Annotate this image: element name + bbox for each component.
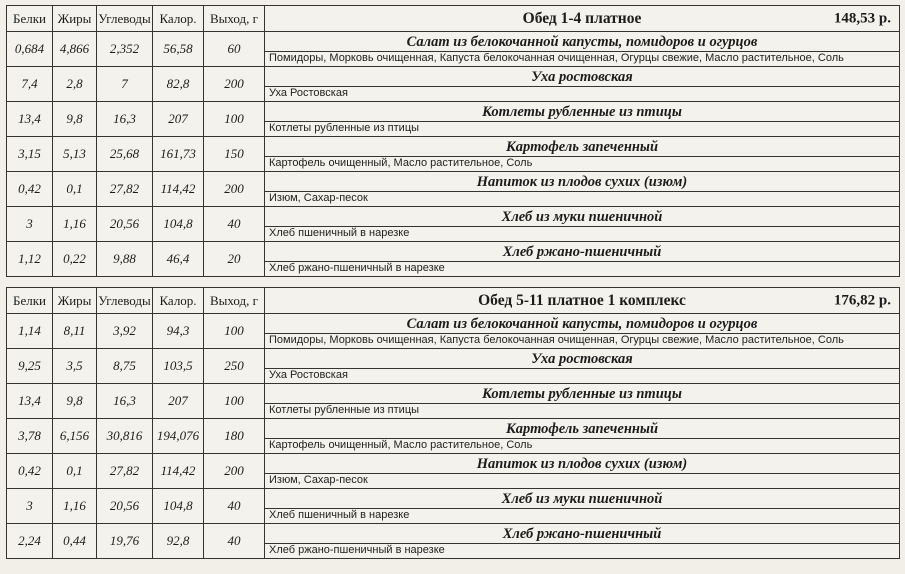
dish-name-row — [7, 67, 900, 87]
calories-value: 207 — [153, 102, 204, 137]
dish-ingredients: Изюм, Сахар-песок — [265, 192, 900, 207]
calories-value: 104,8 — [153, 207, 204, 242]
calories-value: 161,73 — [153, 137, 204, 172]
protein-value: 2,24 — [7, 524, 53, 559]
protein-value: 3 — [7, 489, 53, 524]
weight-value: 200 — [204, 67, 265, 102]
protein-value: 13,4 — [7, 102, 53, 137]
dish-ingredients: Хлеб ржано-пшеничный в нарезке — [265, 544, 900, 559]
dish-name-row — [7, 242, 900, 262]
column-header-fat: Жиры — [53, 288, 97, 314]
calories-value: 92,8 — [153, 524, 204, 559]
protein-value: 3,15 — [7, 137, 53, 172]
table-title-cell — [265, 288, 900, 314]
fat-value: 1,16 — [53, 489, 97, 524]
weight-value: 200 — [204, 454, 265, 489]
dish-ingredients: Хлеб ржано-пшеничный в нарезке — [265, 262, 900, 277]
carbs-value: 27,82 — [97, 454, 153, 489]
weight-value: 100 — [204, 314, 265, 349]
dish-ingredients: Котлеты рубленные из птицы — [265, 404, 900, 419]
carbs-value: 16,3 — [97, 384, 153, 419]
dish-name-row — [7, 349, 900, 369]
column-header-protein: Белки — [7, 6, 53, 32]
menu-table-lunch-1-4 — [6, 5, 900, 277]
weight-value: 100 — [204, 102, 265, 137]
fat-value: 0,22 — [53, 242, 97, 277]
dish-name: Хлеб ржано-пшеничный — [265, 524, 900, 544]
dish-ingredients: Уха Ростовская — [265, 369, 900, 384]
dish-ingredients: Котлеты рубленные из птицы — [265, 122, 900, 137]
fat-value: 9,8 — [53, 384, 97, 419]
column-header-fat: Жиры — [53, 6, 97, 32]
dish-name: Хлеб ржано-пшеничный — [265, 242, 900, 262]
weight-value: 60 — [204, 32, 265, 67]
dish-ingredients: Помидоры, Морковь очищенная, Капуста белокочанная очищенная, Огурцы свежие, Масло растительное, Соль — [265, 334, 900, 349]
dish-ingredients: Изюм, Сахар-песок — [265, 474, 900, 489]
dish-name-row — [7, 419, 900, 439]
protein-value: 0,42 — [7, 172, 53, 207]
fat-value: 4,866 — [53, 32, 97, 67]
calories-value: 114,42 — [153, 172, 204, 207]
protein-value: 3,78 — [7, 419, 53, 454]
carbs-value: 2,352 — [97, 32, 153, 67]
calories-value: 207 — [153, 384, 204, 419]
fat-value: 6,156 — [53, 419, 97, 454]
dish-name: Хлеб из муки пшеничной — [265, 207, 900, 227]
carbs-value: 20,56 — [97, 207, 153, 242]
protein-value: 13,4 — [7, 384, 53, 419]
fat-value: 3,5 — [53, 349, 97, 384]
dish-name-row — [7, 137, 900, 157]
table-title-cell — [265, 6, 900, 32]
dish-name-row — [7, 524, 900, 544]
column-header-weight: Выход, г — [204, 288, 265, 314]
dish-name-row — [7, 172, 900, 192]
column-header-carbs: Углеводы — [97, 288, 153, 314]
dish-name-row — [7, 489, 900, 509]
fat-value: 0,44 — [53, 524, 97, 559]
dish-name: Уха ростовская — [265, 349, 900, 369]
protein-value: 1,12 — [7, 242, 53, 277]
carbs-value: 25,68 — [97, 137, 153, 172]
dish-name: Салат из белокочанной капусты, помидоров и огурцов — [265, 314, 900, 334]
dish-ingredients: Картофель очищенный, Масло растительное, Соль — [265, 157, 900, 172]
protein-value: 7,4 — [7, 67, 53, 102]
weight-value: 150 — [204, 137, 265, 172]
calories-value: 46,4 — [153, 242, 204, 277]
protein-value: 1,14 — [7, 314, 53, 349]
dish-name: Картофель запеченный — [265, 419, 900, 439]
column-header-calories: Калор. — [153, 288, 204, 314]
calories-value: 114,42 — [153, 454, 204, 489]
protein-value: 0,684 — [7, 32, 53, 67]
dish-name: Напиток из плодов сухих (изюм) — [265, 454, 900, 474]
carbs-value: 19,76 — [97, 524, 153, 559]
calories-value: 94,3 — [153, 314, 204, 349]
calories-value: 194,076 — [153, 419, 204, 454]
fat-value: 9,8 — [53, 102, 97, 137]
weight-value: 40 — [204, 207, 265, 242]
dish-name-row — [7, 454, 900, 474]
carbs-value: 8,75 — [97, 349, 153, 384]
dish-name-row — [7, 314, 900, 334]
dish-ingredients: Хлеб пшеничный в нарезке — [265, 509, 900, 524]
dish-name-row — [7, 384, 900, 404]
dish-name-row — [7, 32, 900, 52]
nutrition-table — [6, 5, 900, 277]
protein-value: 3 — [7, 207, 53, 242]
carbs-value: 27,82 — [97, 172, 153, 207]
fat-value: 5,13 — [53, 137, 97, 172]
dish-ingredients: Хлеб пшеничный в нарезке — [265, 227, 900, 242]
protein-value: 0,42 — [7, 454, 53, 489]
dish-name: Уха ростовская — [265, 67, 900, 87]
calories-value: 56,58 — [153, 32, 204, 67]
column-header-carbs: Углеводы — [97, 6, 153, 32]
calories-value: 104,8 — [153, 489, 204, 524]
fat-value: 8,11 — [53, 314, 97, 349]
carbs-value: 7 — [97, 67, 153, 102]
carbs-value: 9,88 — [97, 242, 153, 277]
fat-value: 2,8 — [53, 67, 97, 102]
weight-value: 40 — [204, 524, 265, 559]
carbs-value: 30,816 — [97, 419, 153, 454]
fat-value: 0,1 — [53, 454, 97, 489]
carbs-value: 20,56 — [97, 489, 153, 524]
dish-name: Картофель запеченный — [265, 137, 900, 157]
carbs-value: 16,3 — [97, 102, 153, 137]
protein-value: 9,25 — [7, 349, 53, 384]
fat-value: 1,16 — [53, 207, 97, 242]
weight-value: 180 — [204, 419, 265, 454]
dish-name: Котлеты рубленные из птицы — [265, 102, 900, 122]
dish-name: Хлеб из муки пшеничной — [265, 489, 900, 509]
nutrition-table — [6, 287, 900, 559]
menu-table-lunch-5-11 — [6, 287, 900, 559]
calories-value: 82,8 — [153, 67, 204, 102]
dish-name: Напиток из плодов сухих (изюм) — [265, 172, 900, 192]
header-row — [7, 288, 900, 314]
dish-name: Котлеты рубленные из птицы — [265, 384, 900, 404]
table-title: Обед 5-11 платное 1 комплекс — [478, 291, 686, 309]
weight-value: 40 — [204, 489, 265, 524]
table-price: 176,82 р. — [833, 292, 891, 308]
carbs-value: 3,92 — [97, 314, 153, 349]
dish-ingredients: Уха Ростовская — [265, 87, 900, 102]
column-header-weight: Выход, г — [204, 6, 265, 32]
dish-ingredients: Картофель очищенный, Масло растительное, Соль — [265, 439, 900, 454]
weight-value: 200 — [204, 172, 265, 207]
weight-value: 100 — [204, 384, 265, 419]
column-header-calories: Калор. — [153, 6, 204, 32]
dish-ingredients: Помидоры, Морковь очищенная, Капуста белокочанная очищенная, Огурцы свежие, Масло растительное, Соль — [265, 52, 900, 67]
table-price: 148,53 р. — [833, 10, 891, 26]
dish-name-row — [7, 102, 900, 122]
header-row — [7, 6, 900, 32]
dish-name-row — [7, 207, 900, 227]
fat-value: 0,1 — [53, 172, 97, 207]
weight-value: 250 — [204, 349, 265, 384]
calories-value: 103,5 — [153, 349, 204, 384]
column-header-protein: Белки — [7, 288, 53, 314]
dish-name: Салат из белокочанной капусты, помидоров и огурцов — [265, 32, 900, 52]
weight-value: 20 — [204, 242, 265, 277]
table-title: Обед 1-4 платное — [522, 9, 642, 27]
